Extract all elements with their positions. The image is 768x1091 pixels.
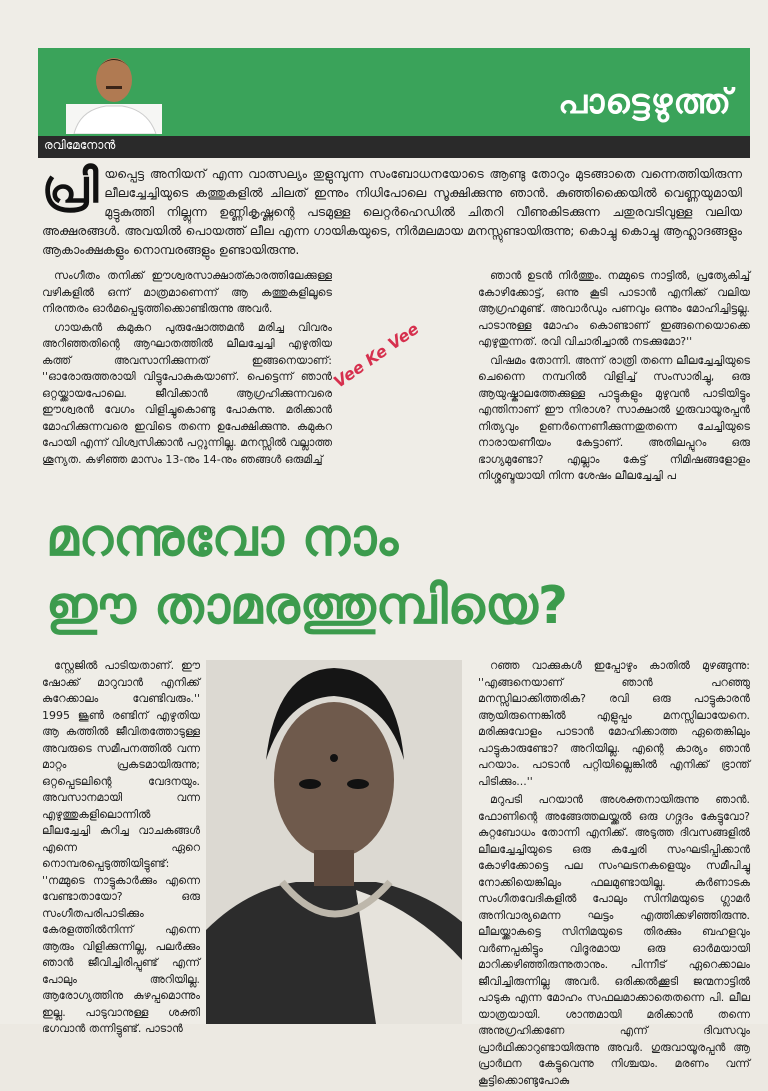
paragraph: സ്റ്റേജിൽ പാടിയതാണ്. ഈ ഷോക്ക് മാറുവാൻ എനിക്ക് കുറേക്കാലം വേണ്ടിവരും.'' 1995 ജൂൺ രണ്ടിന് എഴുതിയ ആ കത്തിൽ ജീവിതത്തോടുള്ള അവരുടെ സമീപനത്തിൽ വന്ന മാറ്റം പ്രകടമായിരുന്നു; ഒറ്റപ്പെടലിന്റെ വേദനയും. അവസാനമായി വന്ന എഴുത്തുകളിലൊന്നിൽ ലീലച്ചേച്ചി കുറിച്ച വാചകങ്ങൾ എന്നെ ഏറെ നൊമ്പരപ്പെടുത്തിയിട്ടുണ്ട്: ''നമ്മുടെ നാട്ടുകാർക്കും എന്നെ വേണ്ടാതായോ? ഒരു സംഗീതപരിപാടിക്കും കേരളത്തിൽനിന്ന് എന്നെ ആരും വിളിക്കുന്നില്ല, പലർക്കും ഞാൻ ജീവിച്ചിരിപ്പുണ്ട് എന്ന് പോലും അറിയില്ല. ആരോഗ്യത്തിനു കുഴപ്പമൊന്നും ഇല്ല. പാടുവാനുള്ള ശക്തി ഭഗവാൻ തന്നിട്ടുണ്ട്. പാടാൻ [42,659,200,1035]
column-3 [42,658,200,1040]
singer-photo [206,660,462,1024]
column-title: പാട്ടെഴുത്ത് [558,82,732,122]
intro-paragraph [42,159,742,259]
paragraph: റഞ്ഞ വാക്കുകൾ ഇപ്പോഴും കാതിൽ മുഴങ്ങുന്നു: ''എങ്ങനെയാണ് ഞാൻ പറഞ്ഞു മനസ്സിലാക്കിത്തരിക? രവി ഒരു പാട്ടുകാരൻ ആയിരുന്നെങ്കിൽ എളുപ്പം മനസ്സിലായേനെ. മരിക്കുവോളം പാടാൻ മോഹിക്കാത്ത ഏതെങ്കിലും പാട്ടുകാരുണ്ടോ? അറിയില്ല. എന്റെ കാര്യം ഞാൻ പറയാം. പാടാൻ പറ്റിയില്ലെങ്കിൽ എനിക്ക് ഭ്രാന്ത് പിടിക്കും...'' [478,659,750,788]
column-1 [42,268,332,470]
headline-line-1: മറന്നുവോ നാം [46,508,399,568]
drop-cap: പ്രി [42,159,99,213]
column-2 [478,268,750,487]
paragraph: മറുപടി പറയാൻ അശക്തനായിരുന്നു ഞാൻ. ഫോണിന്റെ അങ്ങേത്തലയ്ക്കൽ ഒരു ഗദ്ഗദം കേട്ടുവോ? കുറ്റബോധം തോന്നി എനിക്ക്. അടുത്ത ദിവസങ്ങളിൽ ലീലച്ചേച്ചിയുടെ ഒരു കച്ചേരി സംഘടിപ്പിക്കാൻ കോഴിക്കോട്ടെ പല സംഘടനകളെയും സമീപിച്ചു നോക്കിയെങ്കിലും ഫലമുണ്ടായില്ല. കർണാടക സംഗീതവേദികളിൽ പോലും സിനിമയുടെ ഗ്ലാമർ അനിവാര്യമെന്ന ഘട്ടം എത്തിക്കഴിഞ്ഞിരുന്നു. ലീലയ്ക്കാകട്ടെ സിനിമയുടെ തിരക്കും ബഹളവും വർണപ്പകിട്ടും വിദൂരമായ ഒരു ഓർമയായി മാറിക്കഴിഞ്ഞിരുന്നുതാനും. പിന്നീട് ഏറെക്കാലം ജീവിച്ചിരുന്നില്ല അവർ. ഒരിക്കൽക്കൂടി ജന്മനാട്ടിൽ പാടുക എന്ന മോഹം സഫലമാക്കാതെതന്നെ പി. ലീല യാത്രയായി. ശാന്തമായി മരിക്കാൻ തന്നെ അനുഗ്രഹിക്കണേ എന്ന് ദിവസവും പ്രാർഥിക്കാറുണ്ടായിരുന്നു അവർ. ഗുരുവായൂരപ്പൻ ആ പ്രാർഥന കേട്ടുവെന്നു നിശ്ചയം. മരണം വന്ന് കൂട്ടിക്കൊണ്ടുപോകു [478,793,750,1087]
handwritten-signature: Vee Ke Vee [330,319,423,392]
paragraph: വിഷമം തോന്നി. അന്ന് രാത്രി തന്നെ ലീലച്ചേച്ചിയുടെ ചെന്നൈ നമ്പറിൽ വിളിച്ച് സംസാരിച്ചു, ഒരു ആയുഷ്കാലത്തേക്കുള്ള പാട്ടുകളും മുഴുവൻ പാടിയിട്ടും എന്തിനാണ് ഈ നിരാശ? സാക്ഷാൽ ഗുരുവായൂരപ്പൻ നിത്യവും ഉണർന്നെണീക്കുന്നതുതന്നെ ചേച്ചിയുടെ നാരായണീയം കേട്ടാണ്. അതിലപ്പുറം ഒരു ഭാഗ്യമുണ്ടോ? എല്ലാം കേട്ട് നിമിഷങ്ങളോളം നിശ്ശബ്ദയായി നിന്ന ശേഷം ലീലച്ചേച്ചി പ [478,353,750,482]
headline-line-2: ഈ താമരത്തുമ്പിയെ? [46,576,569,636]
paragraph: ഞാൻ ഉടൻ നിർത്തും. നമ്മുടെ നാട്ടിൽ, പ്രത്യേകിച്ച് കോഴിക്കോട്ട്, ഒന്നു കൂടി പാടാൻ എനിക്ക് വലിയ ആഗ്രഹമുണ്ട്. അവാർഡും പണവും ഒന്നും മോഹിച്ചിട്ടല്ല. പാടാനുള്ള മോഹം കൊണ്ടാണ് ഇങ്ങനെയൊക്കെ എഴുതുന്നത്. രവി വിചാരിച്ചാൽ നടക്കുമോ?'' [478,269,750,348]
author-name: രവിമേനോൻ [44,138,116,152]
column-4 [478,658,750,1091]
paragraph: സംഗീതം തനിക്ക് ഈശ്വരസാക്ഷാത്കാരത്തിലേക്കുള്ള വഴികളിൽ ഒന്ന് മാത്രമാണെന്ന് ആ കത്തുകളിലൂടെ നിരന്തരം ഓർമപ്പെടുത്തിക്കൊണ്ടിരുന്നു അവർ. [42,269,332,315]
byline-bar [38,136,750,158]
headline [46,504,568,640]
intro-text: യപ്പെട്ട അനിയന് എന്ന വാത്സല്യം തുളുമ്പുന്ന സംബോധനയോടെ ആണ്ടു തോറും മുടങ്ങാതെ വന്നെത്തിയിരുന്ന ലീലച്ചേച്ചിയുടെ കത്തുകളിൽ ചിലത് ഇന്നും നിധിപോലെ സൂക്ഷിക്കുന്നു ഞാൻ. കുഞ്ഞിക്കൈയിൽ വെണ്ണയുമായി മുട്ടുകുത്തി നില്ലുന്ന ഉണ്ണികൃഷ്ണന്റെ പടമുള്ള ലെറ്റർഹെഡിൽ ചിതറി വീണുകിടക്കുന്ന ചതുരവടിവുള്ള വലിയ അക്ഷരങ്ങൾ. അവയിൽ പൊയത്ത് ലീല എന്ന ഗായികയുടെ, നിർമലമായ മനസ്സുണ്ടായിരുന്നു; കൊച്ചു കൊച്ചു ആഹ്ലാദങ്ങളും ആകാംക്ഷകളും നൊമ്പരങ്ങളും ഉണ്ടായിരുന്നു. [42,166,742,257]
paragraph: ഗായകൻ കമുകറ പുരുഷോത്തമൻ മരിച്ച വിവരം അറിഞ്ഞതിന്റെ ആഘാതത്തിൽ ലീലച്ചേച്ചി എഴുതിയ കത്ത് അവസാനിക്കുന്നത് ഇങ്ങനെയാണ്: ''ഓരോരുത്തരായി വിട്ടുപോകുകയാണ്. പെട്ടെന്ന് ഞാൻ ഒറ്റയ്ക്കായപോലെ. ജീവിക്കാൻ ആഗ്രഹിക്കുന്നവരെ ഈശ്വരൻ വേഗം വിളിച്ചുകൊണ്ടു പോകുന്നു. മരിക്കാൻ മോഹിക്കുന്നവരെ ഇവിടെ തന്നെ ഉപേക്ഷിക്കുന്നു. കമുകറ പോയി എന്ന് വിശ്വസിക്കാൻ പറ്റുന്നില്ല. മനസ്സിൽ വല്ലാത്ത ശൂന്യത. കഴിഞ്ഞ മാസം 13-നും 14-നും ഞങ്ങൾ ഒരുമിച്ച് [42,320,332,466]
columnist-portrait [66,44,162,134]
